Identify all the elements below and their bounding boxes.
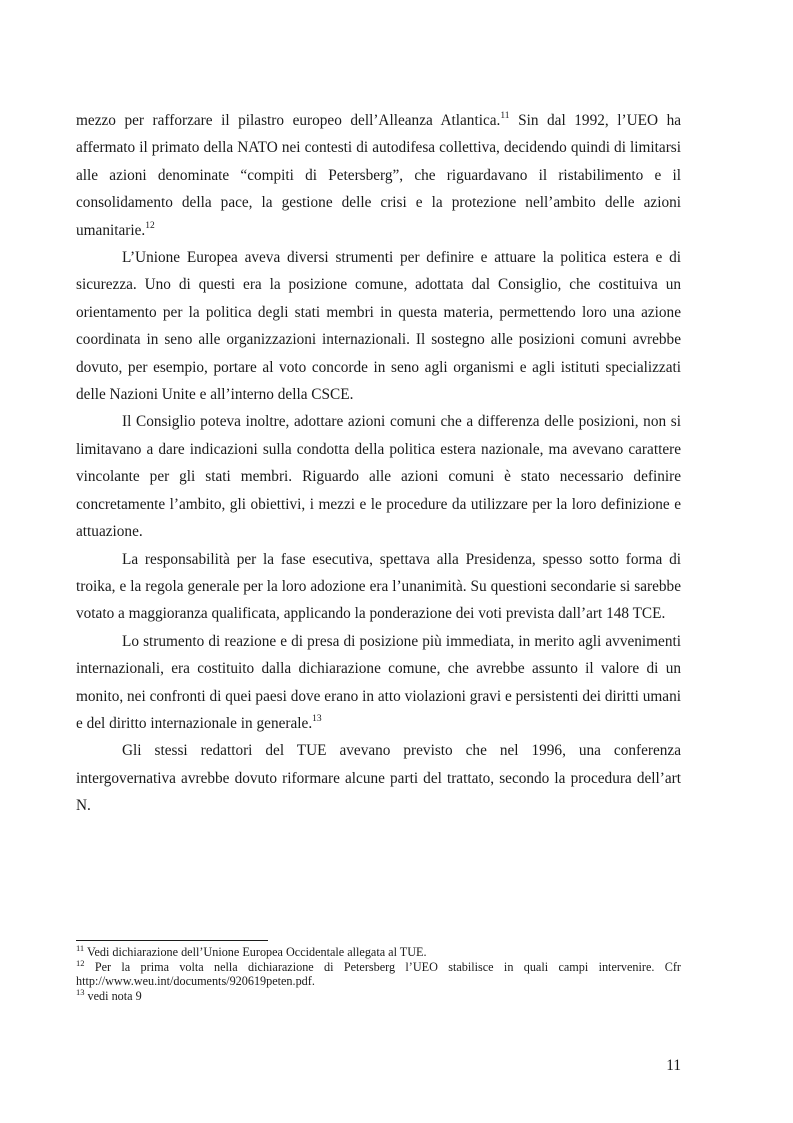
paragraph-text: Lo strumento di reazione e di presa di posizione più immediata, in merito agli avvenimenti internazionali, era costituito dalla dichiarazione comune, che avrebbe assunto il valore di un monito, nei confronti di quei paesi dove erano in atto violazioni gravi e persistenti dei diritti umani e del diritto internazionale in generale. <box>76 632 681 732</box>
paragraph <box>76 408 681 545</box>
body-text <box>76 107 681 820</box>
footnote <box>76 945 681 960</box>
paragraph-text: Gli stessi redattori del TUE avevano previsto che nel 1996, una conferenza intergovernativa avrebbe dovuto riformare alcune parti del trattato, secondo la procedura dell’art N. <box>76 742 681 815</box>
footnotes <box>76 945 681 1004</box>
footnote <box>76 989 681 1004</box>
paragraph-text: Il Consiglio poteva inoltre, adottare azioni comuni che a differenza delle posizioni, non si limitavano a dare indicazioni sulla condotta della politica estera nazionale, ma avevano carattere vincolante per gli stati membri. Riguardo alle azioni comuni è stato necessario definire concretamente l’ambito, gli obiettivi, i mezzi e le procedure da utilizzare per la loro definizione e attuazione. <box>76 413 681 541</box>
footnote-reference[interactable]: 11 <box>500 111 510 121</box>
footnote-text: Per la prima volta nella dichiarazione di Petersberg l’UEO stabilisce in quali campi intervenire. Cfr http://www.weu.int/documents/920619peten.pdf. <box>76 959 681 989</box>
page-number: 11 <box>666 1057 681 1074</box>
paragraph-text: Sin dal 1992, l’UEO ha affermato il primato della NATO nei contesti di autodifesa collettiva, decidendo quindi di limitarsi alle azioni denominate “compiti di Petersberg”, che riguardavano il ristabilimento e il consolidamento della pace, la gestione delle crisi e la protezione nell’ambito delle azioni umanitarie. <box>76 112 682 239</box>
footnote-separator <box>76 940 268 941</box>
paragraph-text: La responsabilità per la fase esecutiva, spettava alla Presidenza, spesso sotto forma di troika, e la regola generale per la loro adozione era l’unanimità. Su questioni secondarie si sarebbe votato a maggioranza qualificata, applicando la ponderazione dei voti prevista dall’art 148 TCE. <box>76 550 681 623</box>
footnote-reference[interactable]: 12 <box>145 220 155 231</box>
footnote-text: vedi nota 9 <box>84 989 142 1004</box>
paragraph <box>76 737 681 819</box>
paragraph-text: L’Unione Europea aveva diversi strumenti per definire e attuare la politica estera e di sicurezza. Uno di questi era la posizione comune, adottata dal Consiglio, che costituiva un orientamento per la politica degli stati membri in questa materia, permettendo loro una azione coordinata in seno alle organizzazioni internazionali. Il sostegno alle posizioni comuni avrebbe dovuto, per esempio, portare al voto concorde in seno agli organismi e agli istituti specializzati delle Nazioni Unite e all’interno della CSCE. <box>76 249 681 404</box>
footnote-number: 11 <box>76 943 85 953</box>
paragraph-text: mezzo per rafforzare il pilastro europeo dell’Alleanza Atlantica. <box>76 112 501 129</box>
footnote <box>76 957 681 989</box>
footnote-number: 12 <box>76 957 85 968</box>
paragraph <box>76 546 681 628</box>
footnote-number: 13 <box>76 987 85 998</box>
footnote-reference[interactable]: 13 <box>312 713 322 724</box>
paragraph <box>76 628 681 738</box>
footnote-text: Vedi dichiarazione dell’Unione Europea Occidentale allegata al TUE. <box>84 945 427 959</box>
paragraph <box>76 107 681 244</box>
paragraph <box>76 244 681 408</box>
document-page <box>76 0 681 1123</box>
